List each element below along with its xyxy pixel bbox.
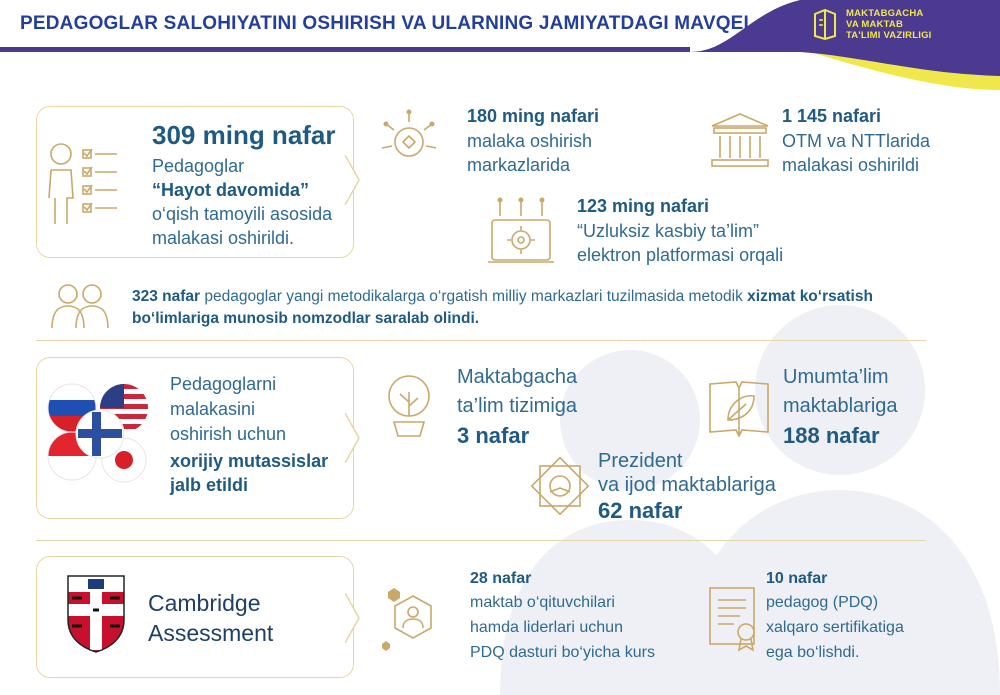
pdq-course-line1: maktab o‘qituvchilari: [470, 594, 615, 611]
stat-1145-line1: OTM va NTTlarida: [782, 131, 931, 151]
certificate-icon: [706, 584, 764, 652]
pdq-cert-number: 10 nafar: [766, 570, 828, 587]
section-divider-1: [36, 340, 926, 341]
president-school-line1: Prezident: [598, 450, 683, 472]
stat-123-number: 123 ming nafari: [577, 196, 710, 216]
stat-309-line3: o‘qish tamoyili asosida: [152, 204, 333, 224]
stat-123-line1: “Uzluksiz kasbiy ta’lim”: [577, 221, 760, 241]
logo-line-1: MAKTABGACHA: [846, 8, 924, 19]
book-logo-icon: [812, 8, 838, 40]
two-people-icon: [46, 280, 116, 330]
foreign-line1: Pedagoglarni: [170, 374, 277, 394]
foreign-line3: oshirish uchun: [170, 424, 287, 444]
general-school-line1: Umumta’lim: [783, 366, 889, 388]
laptop-gear-icon: [486, 196, 556, 268]
pdq-course-line2: hamda liderlari uchun: [470, 619, 623, 636]
stat-180-number: 180 ming nafari: [467, 106, 600, 126]
general-school-number: 188 nafar: [783, 423, 880, 448]
ornament-book-icon: [528, 454, 592, 518]
stat-1145-number: 1 145 nafari: [782, 106, 882, 126]
pdq-cert-line2: xalqaro sertifikatiga: [766, 619, 904, 636]
box-arrow-2: [345, 408, 365, 468]
head-gear-icon: [378, 108, 440, 170]
preschool-line2: ta’lim tizimiga: [457, 395, 578, 417]
stat-123-line2: elektron platformasi orqali: [577, 245, 784, 265]
preschool-number: 3 nafar: [457, 423, 530, 448]
stat-309-number: 309 ming nafar: [152, 120, 336, 150]
cambridge-shield-logo: [66, 574, 126, 654]
book-leaf-icon: [706, 376, 772, 440]
foreign-bold2: jalb etildi: [170, 475, 249, 495]
note-323-text: pedagoglar yangi metodikalarga o‘rgatish milliy markazlari tuzilmasida metodik: [200, 288, 748, 305]
foreign-flags-icon: [46, 380, 156, 490]
checklist-person-icon: [45, 138, 125, 228]
header-underline: [0, 47, 690, 52]
note-323-number: 323 nafar: [132, 288, 201, 305]
stat-309-line4: malakasi oshirildi.: [152, 228, 295, 248]
stat-180-line1: malaka oshirish: [467, 131, 593, 151]
university-building-icon: [708, 110, 772, 170]
general-school-line2: maktablariga: [783, 395, 898, 417]
ministry-logo: [812, 8, 932, 41]
stat-309-line1: Pedagoglar: [152, 156, 245, 176]
pdq-course-number: 28 nafar: [470, 570, 532, 587]
stat-180-line2: markazlarida: [467, 155, 571, 175]
note-323: [132, 286, 952, 330]
president-school-number: 62 nafar: [598, 498, 683, 523]
pdq-cert-line3: ega bo‘lishdi.: [766, 644, 860, 661]
teacher-hexagon-icon: [378, 584, 444, 654]
logo-line-2: VA MAKTAB: [846, 19, 904, 30]
stat-309-line2: “Hayot davomida”: [152, 180, 310, 200]
cambridge-brand-line2: Assessment: [148, 620, 274, 646]
foreign-bold1: xorijiy mutassislar: [170, 451, 329, 471]
pdq-course-line3: PDQ dasturi bo‘yicha kurs: [470, 644, 655, 661]
box-arrow-1: [345, 150, 365, 210]
stat-1145-line2: malakasi oshirildi: [782, 155, 920, 175]
note-323-bold-end: xizmat ko‘rsatish bo‘limlariga munosib nomzodlar saralab olindi.: [132, 288, 873, 327]
foreign-line2: malakasini: [170, 399, 256, 419]
preschool-line1: Maktabgacha: [457, 366, 578, 388]
page-title: PEDAGOGLAR SALOHIYATINI OSHIRISH VA ULARNING JAMIYATDAGI MAVQEI: [20, 13, 750, 34]
section-divider-2: [36, 540, 926, 541]
pdq-cert-line1: pedagog (PDQ): [766, 594, 879, 611]
box-arrow-3: [345, 588, 365, 648]
cambridge-brand-line1: Cambridge: [148, 590, 261, 616]
president-school-line2: va ijod maktablariga: [598, 474, 776, 496]
tree-hand-icon: [378, 372, 440, 440]
logo-line-3: TA'LIMI VAZIRLIGI: [846, 30, 932, 41]
